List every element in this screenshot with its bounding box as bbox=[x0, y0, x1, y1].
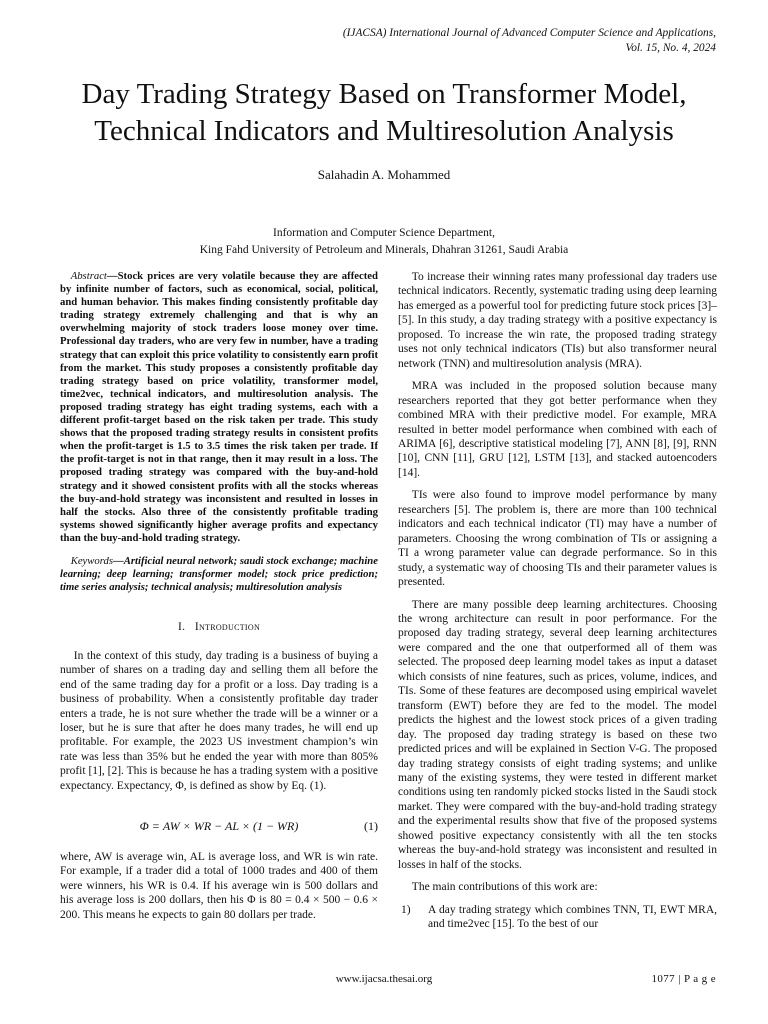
intro-paragraph-2: where, AW is average win, AL is average loss, and WR is win rate. For example, if a trader did a total of 1000 trades and 400 of them were winners, his WR is 0.4. If his average win is 500 dollars and his average loss is 200 dollars, then his Φ is 80 = 0.4 × 500 − 0.6 × 200. This means he expects to gain 80 dollars per trade. bbox=[60, 850, 378, 921]
running-head bbox=[343, 26, 716, 56]
equation-formula: Φ = AW × WR − AL × (1 − WR) bbox=[139, 819, 299, 834]
paper-title bbox=[20, 76, 748, 150]
affiliation-university: King Fahd University of Petroleum and Minerals, Dhahran 31261, Saudi Arabia bbox=[199, 244, 569, 256]
contribution-item bbox=[398, 903, 717, 932]
contributions-list bbox=[398, 903, 717, 932]
intro-paragraph-3: To increase their winning rates many professional day traders use technical indicators. Recently, systematic trading using deep learning has emerged as a powerful tool for predicting future stock prices [3]–[5]. In this study, a day trading strategy with a positive expectancy is proposed. To increase the win rate, the proposed trading strategy uses not only technical indicators (TIs) but also transformer neural network (TNN) and multiresolution analysis (MRA). bbox=[398, 271, 717, 370]
journal-url[interactable]: www.ijacsa.thesai.org bbox=[335, 973, 433, 985]
intro-paragraph-5: TIs were also found to improve model performance by many researchers [5]. The problem is, there are more than 100 technical indicators and each technical indicator (TI) may have a number of parameters. Choosing the wrong combination of TIs or assigning a TI a wrong parameter value can degrade performance. So in this study, a systematic way of choosing TIs and their parameter values is presented. bbox=[398, 489, 717, 589]
abstract-label: Abstract bbox=[70, 270, 107, 282]
keywords-text: —Artificial neural network; saudi stock exchange; machine learning; deep learning; transformer model; stock price prediction; time series analysis; technical analysis; multiresolution analysis bbox=[60, 554, 378, 594]
abstract bbox=[60, 270, 378, 545]
keywords-label: Keywords bbox=[70, 554, 114, 567]
journal-name: (IJACSA) International Journal of Advanced Computer Science and Applications, bbox=[342, 27, 716, 39]
contribution-text: A day trading strategy which combines TNN, TI, EWT MRA, and time2vec [15]. To the best of our bbox=[428, 903, 717, 931]
equation-expectancy bbox=[60, 819, 378, 833]
journal-volume: Vol. 15, No. 4, 2024 bbox=[625, 42, 716, 54]
section-numeral: I. bbox=[177, 621, 186, 634]
intro-paragraph-4: MRA was included in the proposed solution because many researchers reported that they got better performance when they combined MRA with their predictive model. For example, MRA resulted in better model performance when combined with each of ARIMA [6], descriptive statistical modeling [7], ANN [8], [9], RNN [10], CNN [11], GRU [12], LSTM [13], and stacked autoencoders [14]. bbox=[398, 380, 717, 479]
affiliation bbox=[0, 225, 768, 259]
title-line-2: Technical Indicators and Multiresolution Analysis bbox=[94, 115, 674, 147]
author-name: Salahadin A. Mohammed bbox=[317, 167, 451, 182]
keywords bbox=[60, 555, 378, 594]
intro-paragraph-1: In the context of this study, day trading is a business of buying a number of shares on a trading day and selling them all before the end of the same trading day for a profit or a loss. Day trading is a business of probability. When a consistently profitable day trader enters a trade, he is not sure whether the trade will be a winner or a loser, but he is sure that after he does many trades, he will end up profitable. For example, the 2023 US investment champion’s win rate was less than 35% but he ended the year with more than 805% profit [1], [2]. This is because he has a trading system with a positive expectancy. Expectancy, Φ, is defined as show by Eq. (1). bbox=[60, 649, 378, 792]
page-number: 1077 | P a g e bbox=[651, 973, 716, 985]
section-heading-introduction bbox=[60, 620, 378, 634]
contribution-number: 1) bbox=[401, 903, 411, 916]
section-title: Introduction bbox=[194, 621, 261, 634]
intro-paragraph-7: The main contributions of this work are: bbox=[411, 881, 598, 894]
equation-number: (1) bbox=[364, 819, 378, 834]
right-column bbox=[398, 270, 717, 931]
intro-paragraph-6: There are many possible deep learning architectures. Choosing the wrong architecture can result in poor performance. For the proposed day trading strategy, several deep learning architectures were compared and the one that outperformed all of them was selected. The proposed deep learning model takes as input a dataset which consists of nine features, such as prices, volume, indices, and TIs. Some of these features are decomposed using empirical wavelet transform (EWT) before they are fed to the model. The model predicts the highest and the lowest stock prices of a given trading day. The proposed day trading strategy is based on these two predicted prices and will be explained in Section V-G. The proposed day trading strategy consists of eight trading systems; and unlike many of the existing systems, they were tested in different market conditions using ten randomly picked stocks listed in the Saudi stock market. They were compared with the buy-and-hold trading strategy and the experimental results show that five of the proposed systems showed positive expectancy consistently with all the ten stocks whereas the buy-and-hold strategy was inconsistent and resulted in losses in half of the stocks. bbox=[398, 598, 717, 871]
affiliation-department: Information and Computer Science Department, bbox=[273, 227, 495, 239]
left-column bbox=[60, 270, 378, 930]
abstract-text: —Stock prices are very volatile because they are affected by infinite number of factors, such as economical, social, political, and human behavior. This makes finding consistently profitable day trading strategy extremely challenging and that is why an overwhelming majority of stock traders loose money over time. Professional day traders, who are very few in number, have a trading strategy that can exploit this price volatility to consistently earn profit from the market. This study proposes a consistently profitable day trading strategy based on price volatility, transformer model, time2vec, technical indicators, and multiresolution analysis. The proposed trading strategy has eight trading systems, each with a different profit-target based on the risk taken per trade. This study shows that the proposed trading strategy results in consistent profits when the profit-target is 1.5 to 3.5 times the risk taken per trade. If the profit-target is not in that range, then it may result in a loss. The proposed trading strategy was compared with the buy-and-hold strategy and it showed consistent profits with all the stocks whereas the buy-and-hold strategy was inconsistent and resulted in losses in half the stocks. Also three of the consistently profitable trading systems showed significantly higher average profits and expectancy than the buy-and-hold trading strategy. bbox=[60, 270, 379, 544]
title-line-1: Day Trading Strategy Based on Transformer Model, bbox=[81, 78, 687, 110]
